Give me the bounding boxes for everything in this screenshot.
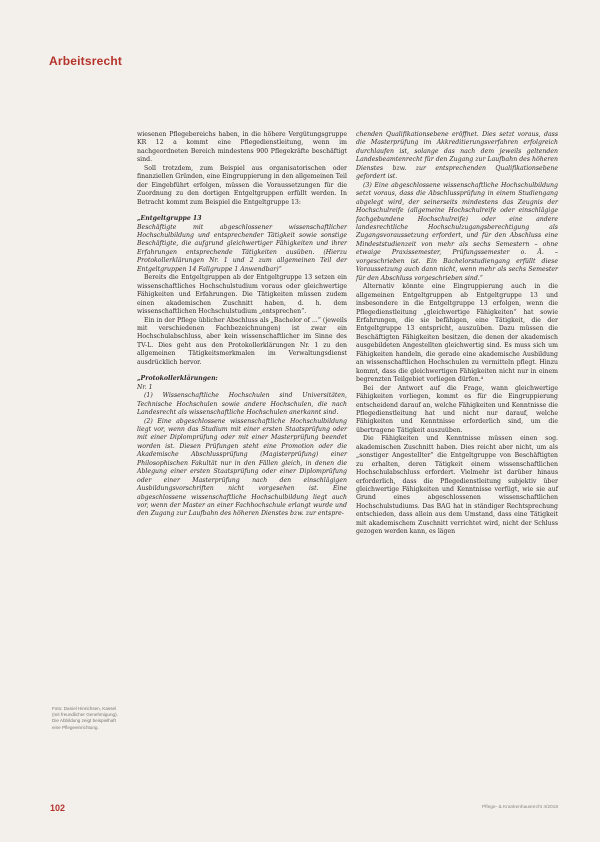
body-paragraph: Soll trotzdem, zum Beispiel aus organisatorischen oder finanziellen Gründen, eine Eingruppierung in den allgemeinen Teil der Eingebführt erfolgen, müssen die Voraussetzungen für die Zuordnung zu den dortigen Entgeltgruppen erfüllt werden. In Betracht kommt zum Beispiel die Entgeltgruppe 13: [137,164,347,206]
body-paragraph: Die Fähigkeiten und Kenntnisse müssen einen sog. akademischen Zuschnitt haben. Dies reicht aber nicht, um als „sonstiger Angestellter“ die Entgeltgruppe von Beschäftigten zu erhalten, deren Tätigkeit einem wissenschaftlichen Hochschulabschluss erfordert. Vielmehr ist darüber hinaus erforderlich, dass die Pflegedienstleitung subjektiv über gleichwertige Fähigkeiten und Kenntnisse verfügt, wie sie auf Grund eines abgeschlossenen wissenschaftlichen Hochschulstudiums. Das BAG hat in ständiger Rechtsprechung entschieden, dass allein aus dem Umstand, dass eine Tätigkeit mit akademischem Zuschnitt verrichtet wird, nicht der Schluss gezogen werden kann, es lägen [356,435,558,536]
body-paragraph: wiesenen Pflegebereichs haben, in die höhere Vergütungsgruppe KR 12 a kommt eine Pflegedienstleitung, wenn im nachgeordneten Bereich mindestens 900 Pflegekräfte beschäftigt sind. [137,131,347,164]
body-paragraph: (3) Eine abgeschlossene wissenschaftliche Hochschulbildung setzt voraus, dass die Abschlussprüfung in einem Studiengang abgelegt wird, der seinerseits mindestens das Zeugnis der Hochschulreife (allgemeine Hochschulreife oder einschlägige fachgebundene Hochschulreife) oder eine andere landesrechtliche Hochschulzugangsberechtigung als Zugangsvoraussetzung erfordert, und für den Abschluss eine Mindeststudienzeit von mehr als sechs Semestern – ohne etwaige Praxissemester, Prüfungssemester o. Ä. – vorgeschrieben ist. Ein Bachelorstudiengang erfüllt diese Voraussetzung auch dann nicht, wenn mehr als sechs Semester für den Abschluss vorgeschrieben sind.“ [356,181,558,282]
body-paragraph: „Protokollerklärungen: [137,375,218,383]
body-paragraph: Bereits die Entgeltgruppen ab der Entgeltgruppe 13 setzen ein wissenschaftliches Hochschulstudium voraus oder gleichwertige Fähigkeiten und Erfahrungen. Die Tätigkeiten müssen zudem einen akademischen Zuschnitt haben, d. h. dem wissenschaftlichen Hochschulstudium „entsprechen“. [137,274,347,316]
body-paragraph: chenden Qualifikationsebene eröffnet. Dies setzt voraus, dass die Masterprüfung im Akkreditierungsverfahren erfolgreich durchlaufen ist, solange das nach dem jeweils geltenden Landesbeamtenrecht für den Zugang zur Laufbahn des höheren Dienstes bzw. zur entsprechenden Qualifikationsebene gefordert ist. [356,131,558,181]
page-number: 102 [50,803,66,813]
right-column [356,131,558,537]
body-paragraph: (2) Eine abgeschlossene wissenschaftliche Hochschulbildung liegt vor, wenn das Studium mit einer ersten Staatsprüfung oder mit einer Diplomprüfung oder mit einer Masterprüfung beendet worden ist. Diesen Prüfungen steht eine Promotion oder die Akademische Abschlussprüfung (Magisterprüfung) einer Philosophischen Fakultät nur in den Fällen gleich, in denen die Ablegung einer ersten Staatsprüfung oder einer Diplomprüfung oder einer Masterprüfung nach den einschlägigen Ausbildungsvorschriften nicht vorgesehen ist. Eine abgeschlossene wissenschaftliche Hochschulbildung liegt auch vor, wenn der Master an einer Fachhochschule erlangt wurde und den Zugang zur Laufbahn des höheren Dienstes bzw. zur entspre- [137,417,347,518]
body-paragraph: Bei der Antwort auf die Frage, wann gleichwertige Fähigkeiten vorliegen, kommt es für die Eingruppierung entscheidend darauf an, welche Fähigkeiten und Kenntnisse die Pflegedienstleitung hat und nicht nur darauf, welche Fähigkeiten und Kenntnisse erforderlich sind, um die übertragene Tätigkeit auszuüben. [356,384,558,434]
section-title: Arbeitsrecht [49,54,123,68]
paragraph-gap [137,207,347,215]
paragraph-gap [137,367,347,375]
left-column [137,131,347,519]
body-paragraph: Nr. 1 [137,383,153,391]
journal-footer: Pflege- & Krankenhausrecht 4/2018 [481,805,558,810]
body-paragraph: „Entgeltgruppe 13 [137,215,202,223]
body-paragraph: Ein in der Pflege üblicher Abschluss als „Bachelor of ...“ (jeweils mit verschiedenen Fachbezeichnungen) ist zwar ein Hochschulabschluss, aber kein wissenschaftlicher im Sinne des TV-L. Dies geht aus den Protokollerklärungen Nr. 1 zu den allgemeinen Tätigkeitsmerkmalen im Verwaltungsdienst ausdrücklich hervor. [137,316,347,366]
image-credit-note: Foto: Daniel Hinrichsen, Kassel (mit freundlicher Genehmigung). Die Abbildung zeigt beispielhaft eine Pflegeeinrichtung. [52,706,118,730]
body-paragraph: Beschäftigte mit abgeschlossener wissenschaftlicher Hochschulbildung und entsprechender Tätigkeit sowie sonstige Beschäftigte, die aufgrund gleichwertiger Fähigkeiten und ihrer Erfahrungen entsprechende Tätigkeiten ausüben. (Hierzu Protokollerklärungen Nr. 1 und 2 zum allgemeinen Teil der Entgeltgruppen 14 Fallgruppe 1 Anwendbar)“ [137,223,347,273]
body-paragraph: Alternativ könnte eine Eingruppierung auch in die allgemeinen Entgeltgruppen ab Entgeltgruppe 13 und insbesondere in die Entgeltgruppe 13 erfolgen, wenn die Pflegedienstleitung „gleichwertige Fähigkeiten“ hat sowie Erfahrungen, die sie befähigen, eine Tätigkeit, die der Entgeltgruppe 13 entspricht, auszuüben. Dazu müssen die Beschäftigten Fähigkeiten besitzen, die denen der akademisch ausgebildeten Angestellten gleichwertig sind. Es muss sich um Fähigkeiten handeln, die gerade eine akademische Ausbildung an wissenschaftlichen Hochschulen zu vermitteln pflegt. Hinzu kommt, dass die gleichwertigen Fähigkeiten nicht nur in einem begrenzten Teilgebiet vorliegen dürfen.⁴ [356,283,558,384]
body-paragraph: (1) Wissenschaftliche Hochschulen sind Universitäten, Technische Hochschulen sowie andere Hochschulen, die nach Landesrecht als wissenschaftliche Hochschulen anerkannt sind. [137,392,347,417]
